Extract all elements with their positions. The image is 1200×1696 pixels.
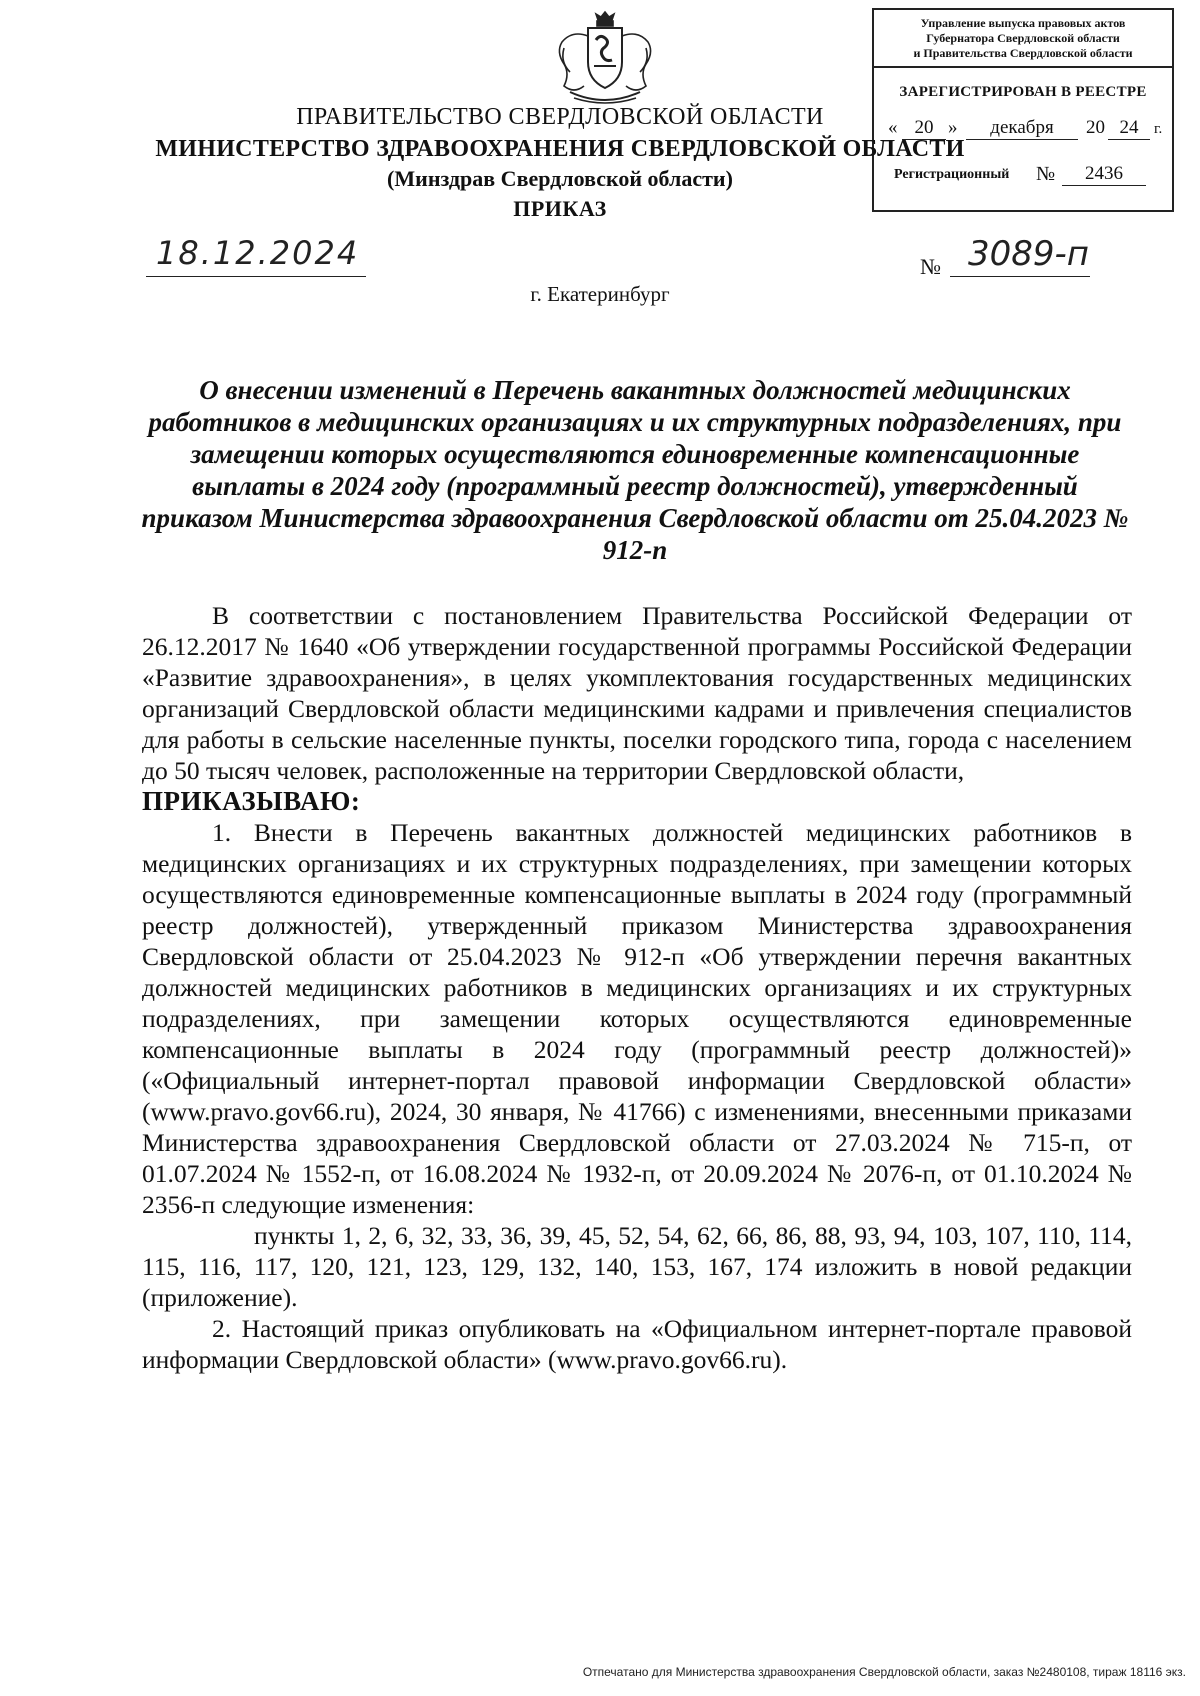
document-type: ПРИКАЗ: [513, 196, 607, 221]
stamp-year-suffix: 24: [1108, 117, 1150, 140]
stamp-no-sign: №: [1036, 163, 1056, 185]
document-title: О внесении изменений в Перечень вакантных должностей медицинских работников в медицинских организациях и их структурных подразделениях, при замещении которых осуществляются единовременные компенсационные выплаты в 2024 году (программный реестр должностей), утвержденный приказом Министерства здравоохранения Свердловской области от 25.04.2023 № 912-п: [141, 375, 1129, 565]
stamp-quote-close: »: [948, 117, 958, 138]
print-footer: Отпечатано для Министерства здравоохранения Свердловской области, заказ №2480108, тираж 18116 экз.: [582, 1665, 1186, 1679]
stamp-year-mark: г.: [1154, 121, 1163, 137]
stamp-day: 20: [902, 117, 946, 140]
order-number: 3089-п: [968, 234, 1090, 274]
stamp-year-prefix: 20: [1086, 117, 1105, 138]
order-no-sign: №: [920, 254, 941, 279]
order-date-line: [146, 276, 366, 277]
order-date: 18.12.2024: [156, 234, 360, 272]
preamble-paragraph: В соответствии с постановлением Правительства Российской Федерации от 26.12.2017 № 1640 «Об утверждении государственной программы Российской Федерации «Развитие здравоохранения», в целях укомплектования государственных медицинских организаций Свердловской области медицинскими кадрами и привлечения специалистов для работы в сельские населенные пункты, поселки городского типа, города с населением до 50 тысяч человек, расположенные на территории Свердловской области,: [142, 601, 1132, 785]
stamp-reg-label: Регистрационный: [894, 167, 1010, 182]
stamp-registered-label: ЗАРЕГИСТРИРОВАН В РЕЕСТРЕ: [899, 84, 1147, 100]
item-1-paragraph: 1. Внести в Перечень вакантных должностей медицинских работников в медицинских организациях и их структурных подразделениях, при замещении которых осуществляются единовременные компенсационные выплаты в 2024 году (программный реестр должностей), утвержденный приказом Министерства здравоохранения Свердловской области от 25.04.2023 № 912-п «Об утверждении перечня вакантных должностей медицинских работников в медицинских организациях и их структурных подразделениях, при замещении которых осуществляются единовременные компенсационные выплаты в 2024 году (программный реестр должностей)» («Официальный интернет-портал правовой информации Свердловской области» (www.pravo.gov66.ru), 2024, 30 января, № 41766) с изменениями, внесенными приказами Министерства здравоохранения Свердловской области от 27.03.2024 № 715-п, от 01.07.2024 № 1552-п, от 16.08.2024 № 1932-п, от 20.09.2024 № 2076-п, от 01.10.2024 № 2356-п следующие изменения:: [142, 818, 1132, 1219]
order-number-line: [950, 276, 1090, 277]
document-body: [142, 600, 1132, 1375]
stamp-header: [874, 10, 1172, 68]
ministry-short-name: (Минздрав Свердловской области): [387, 166, 733, 191]
stamp-quote-open: «: [888, 117, 898, 138]
stamp-number: 2436: [1062, 163, 1146, 186]
stamp-header-line: и Правительства Свердловской области: [913, 46, 1133, 60]
item-1-sub-paragraph: пункты 1, 2, 6, 32, 33, 36, 39, 45, 52, 54, 62, 66, 86, 88, 93, 94, 103, 107, 110, 114, 115, 116, 117, 120, 121, 123, 129, 132, 140, 153, 167, 174 изложить в новой редакции (приложение).: [142, 1221, 1132, 1312]
stamp-header-line: Управление выпуска правовых актов: [920, 16, 1126, 30]
government-name: ПРАВИТЕЛЬСТВО СВЕРДЛОВСКОЙ ОБЛАСТИ: [296, 104, 824, 130]
coat-of-arms-icon: [550, 8, 660, 108]
ministry-name: МИНИСТЕРСТВО ЗДРАВООХРАНЕНИЯ СВЕРДЛОВСКОЙ ОБЛАСТИ: [155, 136, 965, 162]
stamp-month: декабря: [966, 117, 1078, 140]
stamp-header-line: Губернатора Свердловской области: [926, 31, 1120, 45]
command-heading: ПРИКАЗЫВАЮ:: [142, 786, 361, 816]
order-city: г. Екатеринбург: [530, 282, 670, 306]
item-2-paragraph: 2. Настоящий приказ опубликовать на «Официальном интернет-портале правовой информации Свердловской области» (www.pravo.gov66.ru).: [142, 1314, 1132, 1374]
